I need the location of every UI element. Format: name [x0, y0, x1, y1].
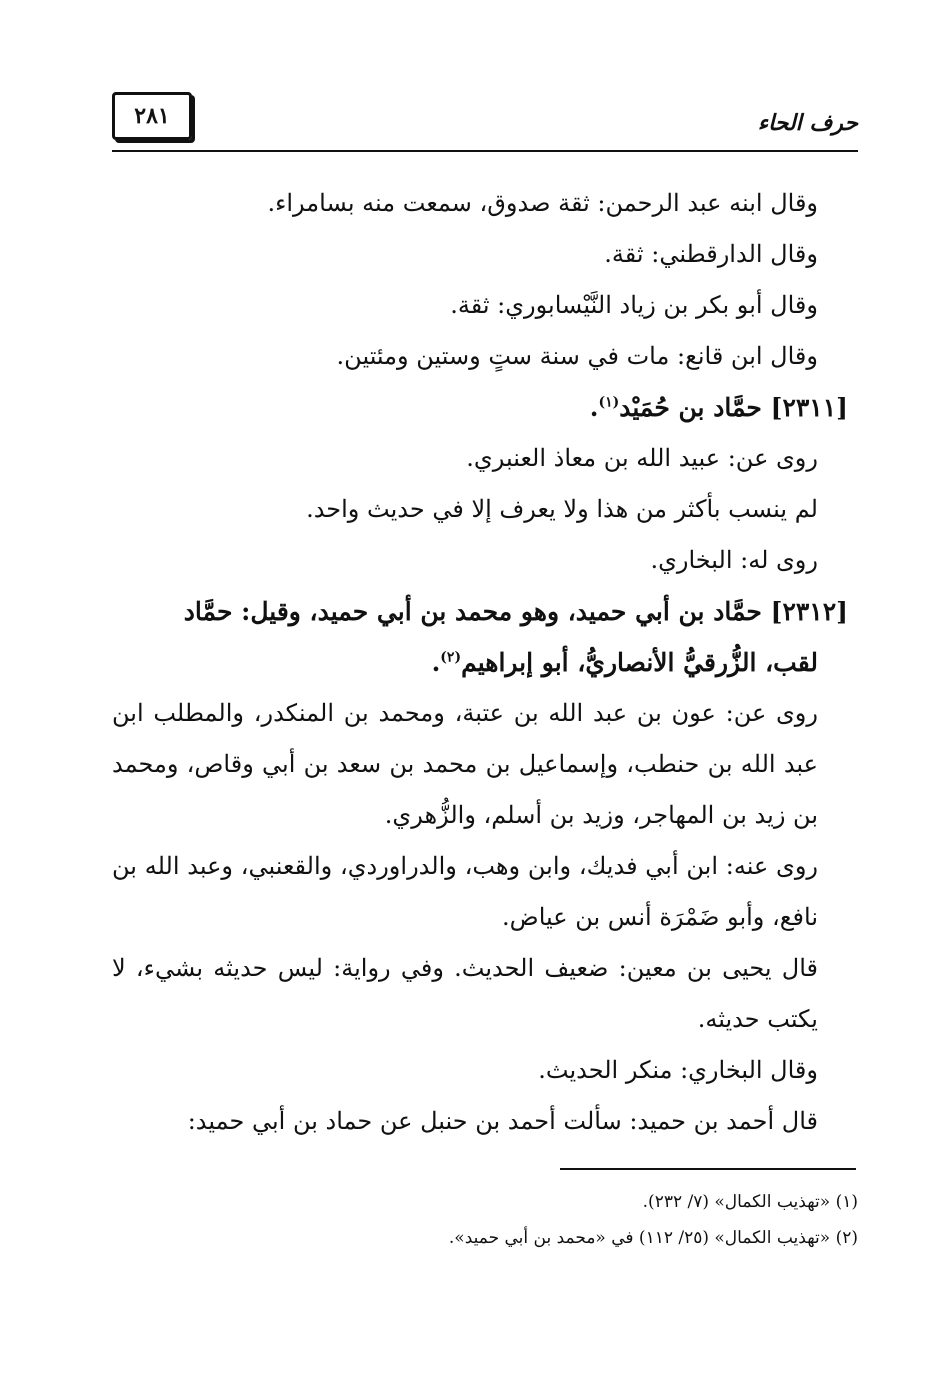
entry-number: [٢٣١٢] — [770, 597, 848, 626]
paragraph-narrated-by: روى عنه: ابن أبي فديك، وابن وهب، والدراوردي، والقعنبي، وعبد الله بن نافع، وأبو ضَمْرَة أنس بن عياض. — [112, 852, 818, 931]
running-head: حرف الحاء — [757, 110, 858, 136]
entry-heading-2312 — [112, 586, 848, 637]
page-number-box — [112, 92, 192, 140]
entry-name-cont: لقب، الزُّرقيُّ الأنصاريُّ، أبو إبراهيم — [461, 648, 818, 677]
text-line: روى عن: عبيد الله بن معاذ العنبري. — [466, 444, 818, 472]
paragraph-narrated-from: روى عن: عون بن عبد الله بن عتبة، ومحمد بن المنكدر، والمطلب ابن عبد الله بن حنطب، وإسماعيل بن محمد بن سعد بن أبي وقاص، ومحمد بن زيد بن المهاجر، وزيد بن أسلم، والزُّهري. — [112, 699, 818, 829]
header-rule — [112, 150, 858, 152]
text-line: لم ينسب بأكثر من هذا ولا يعرف إلا في حديث واحد. — [306, 495, 818, 523]
text-line: وقال أبو بكر بن زياد النَّيْسابوري: ثقة. — [450, 291, 818, 319]
page-number: ٢٨١ — [134, 103, 170, 129]
paragraph-ibn-main: قال يحيى بن معين: ضعيف الحديث. وفي رواية: ليس حديثه بشيء، لا يكتب حديثه. — [112, 954, 818, 1033]
entry-name: حمَّاد بن حُمَيْد — [619, 393, 762, 422]
entry-end: . — [431, 648, 441, 677]
footnote-1: (١) «تهذيب الكمال» (٧/ ٢٣٢). — [642, 1192, 858, 1212]
footnote-ref: (١) — [598, 394, 620, 411]
footnotes — [112, 1184, 858, 1256]
text-line: وقال ابن قانع: مات في سنة ستٍ وستين ومئتين. — [336, 342, 818, 370]
footnote-rule — [560, 1168, 856, 1170]
text-line: قال أحمد بن حميد: سألت أحمد بن حنبل عن حماد بن أبي حميد: — [187, 1107, 818, 1135]
entry-heading-2311 — [112, 382, 848, 433]
entry-name: حمَّاد بن أبي حميد، وهو محمد بن أبي حميد، وقيل: حمَّاد — [183, 597, 762, 626]
entry-end: . — [589, 393, 599, 422]
text-line: روى له: البخاري. — [650, 546, 818, 574]
main-text — [112, 178, 848, 1147]
text-line: وقال البخاري: منكر الحديث. — [538, 1056, 818, 1084]
text-line: وقال ابنه عبد الرحمن: ثقة صدوق، سمعت منه بسامراء. — [267, 189, 818, 217]
page-header — [112, 92, 858, 152]
footnote-ref: (٢) — [440, 649, 462, 666]
entry-number: [٢٣١١] — [770, 393, 848, 422]
footnote-2: (٢) «تهذيب الكمال» (٢٥/ ١١٢) في «محمد بن أبي حميد». — [448, 1228, 858, 1248]
entry-heading-2312-cont — [112, 637, 848, 688]
text-line: وقال الدارقطني: ثقة. — [604, 240, 818, 268]
